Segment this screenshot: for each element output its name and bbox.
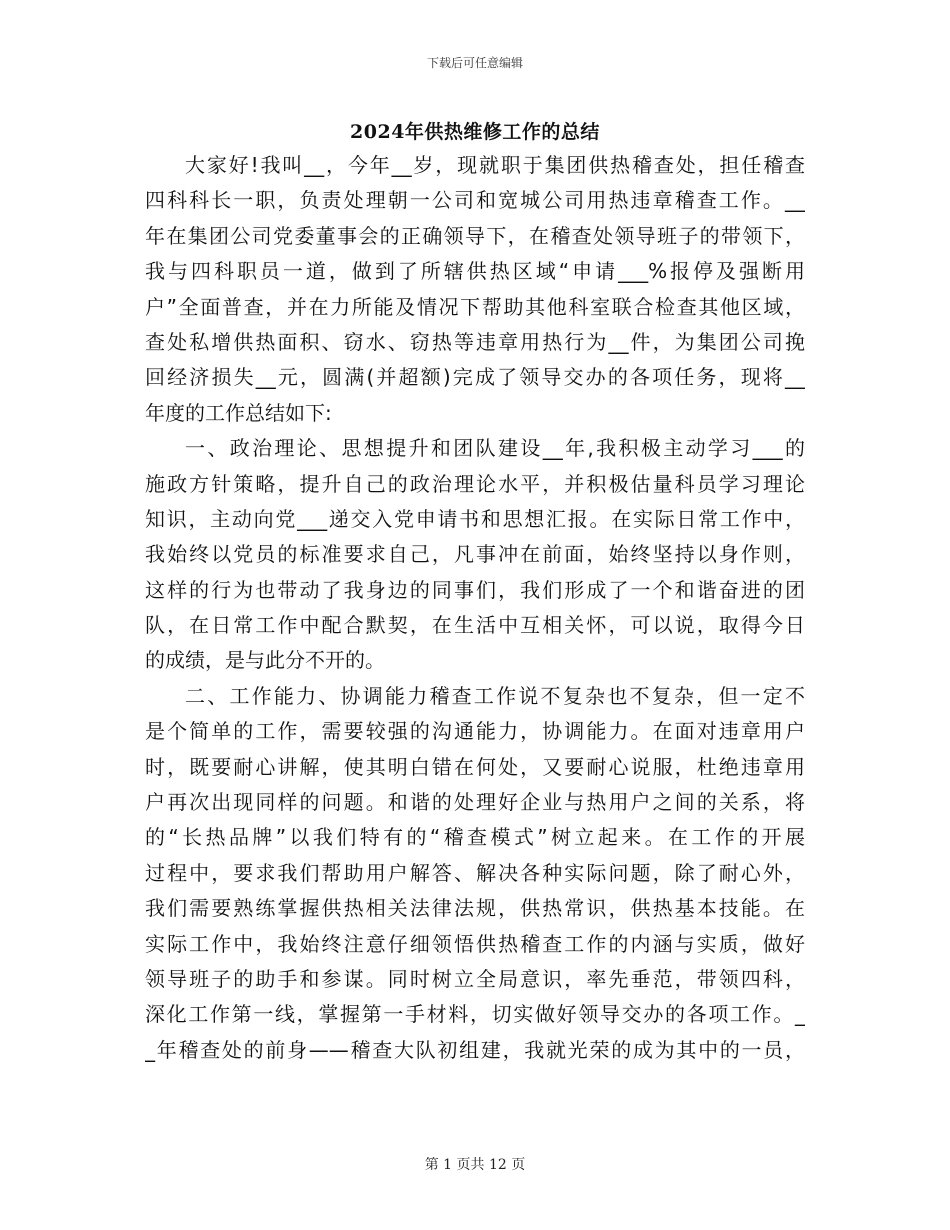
text-line: 施政方针策略，提升自己的政治理论水平，并积极估量科员学习理论	[145, 471, 805, 496]
header-note: 下载后可任意编辑	[426, 56, 523, 70]
text-line: 查处私增供热面积、窃水、窃热等违章用热行为__件，为集团公司挽	[145, 329, 805, 354]
text-line: 知识，主动向党___递交入党申请书和思想汇报。在实际日常工作中，	[145, 506, 805, 531]
text-line: 我们需要熟练掌握供热相关法律法规，供热常识，供热基本技能。在	[145, 896, 805, 921]
text-line: 过程中，要求我们帮助用户解答、解决各种实际问题，除了耐心外，	[145, 860, 805, 885]
text-line: 大家好!我叫__，今年__岁，现就职于集团供热稽查处，担任稽查	[185, 153, 805, 177]
text-line: 年在集团公司党委董事会的正确领导下，在稽查处领导班子的带领下，	[145, 223, 805, 248]
text-line: 一、政治理论、思想提升和团队建设__年,我积极主动学习___的	[185, 436, 805, 461]
text-line: 队，在日常工作中配合默契，在生活中互相关怀，可以说，取得今日	[145, 613, 805, 638]
text-line: 这样的行为也带动了我身边的同事们，我们形成了一个和谐奋进的团	[145, 577, 805, 602]
text-line: 时，既要耐心讲解，使其明白错在何处，又要耐心说服，杜绝违章用	[145, 754, 805, 779]
text-line: 四科科长一职，负责处理朝一公司和宽城公司用热违章稽查工作。__	[145, 188, 805, 213]
text-line: 实际工作中，我始终注意仔细领悟供热稽查工作的内涵与实质，做好	[145, 931, 805, 956]
text-line: 年度的工作总结如下:	[145, 400, 332, 425]
text-line: 二、工作能力、协调能力稽查工作说不复杂也不复杂，但一定不	[185, 683, 805, 708]
text-line: 是个简单的工作，需要较强的沟通能力，协调能力。在面对违章用户	[145, 719, 805, 744]
text-line: _年稽查处的前身——稽查大队初组建，我就光荣的成为其中的一员，	[145, 1037, 805, 1062]
text-line: 领导班子的助手和参谋。同时树立全局意识，率先垂范，带领四科，	[145, 966, 805, 991]
text-line: 我与四科职员一道，做到了所辖供热区域“申请___%报停及强断用	[145, 259, 805, 284]
page-footer: 第 1 页共 12 页	[424, 1157, 526, 1173]
text-line: 的“长热品牌”以我们特有的“稽查模式”树立起来。在工作的开展	[145, 825, 805, 850]
text-line: 户再次出现同样的问题。和谐的处理好企业与热用户之间的关系，将	[145, 790, 805, 815]
document-title: 2024年供热维修工作的总结	[350, 121, 600, 143]
text-line: 我始终以党员的标准要求自己，凡事冲在前面，始终坚持以身作则，	[145, 542, 805, 567]
text-line: 回经济损失__元，圆满(并超额)完成了领导交办的各项任务，现将__	[145, 365, 805, 390]
text-line: 深化工作第一线，掌握第一手材料，切实做好领导交办的各项工作。_	[145, 1002, 805, 1027]
text-line: 户”全面普查，并在力所能及情况下帮助其他科室联合检查其他区域，	[145, 294, 805, 319]
text-line: 的成绩，是与此分不开的。	[145, 648, 385, 673]
document-body	[145, 148, 805, 1068]
